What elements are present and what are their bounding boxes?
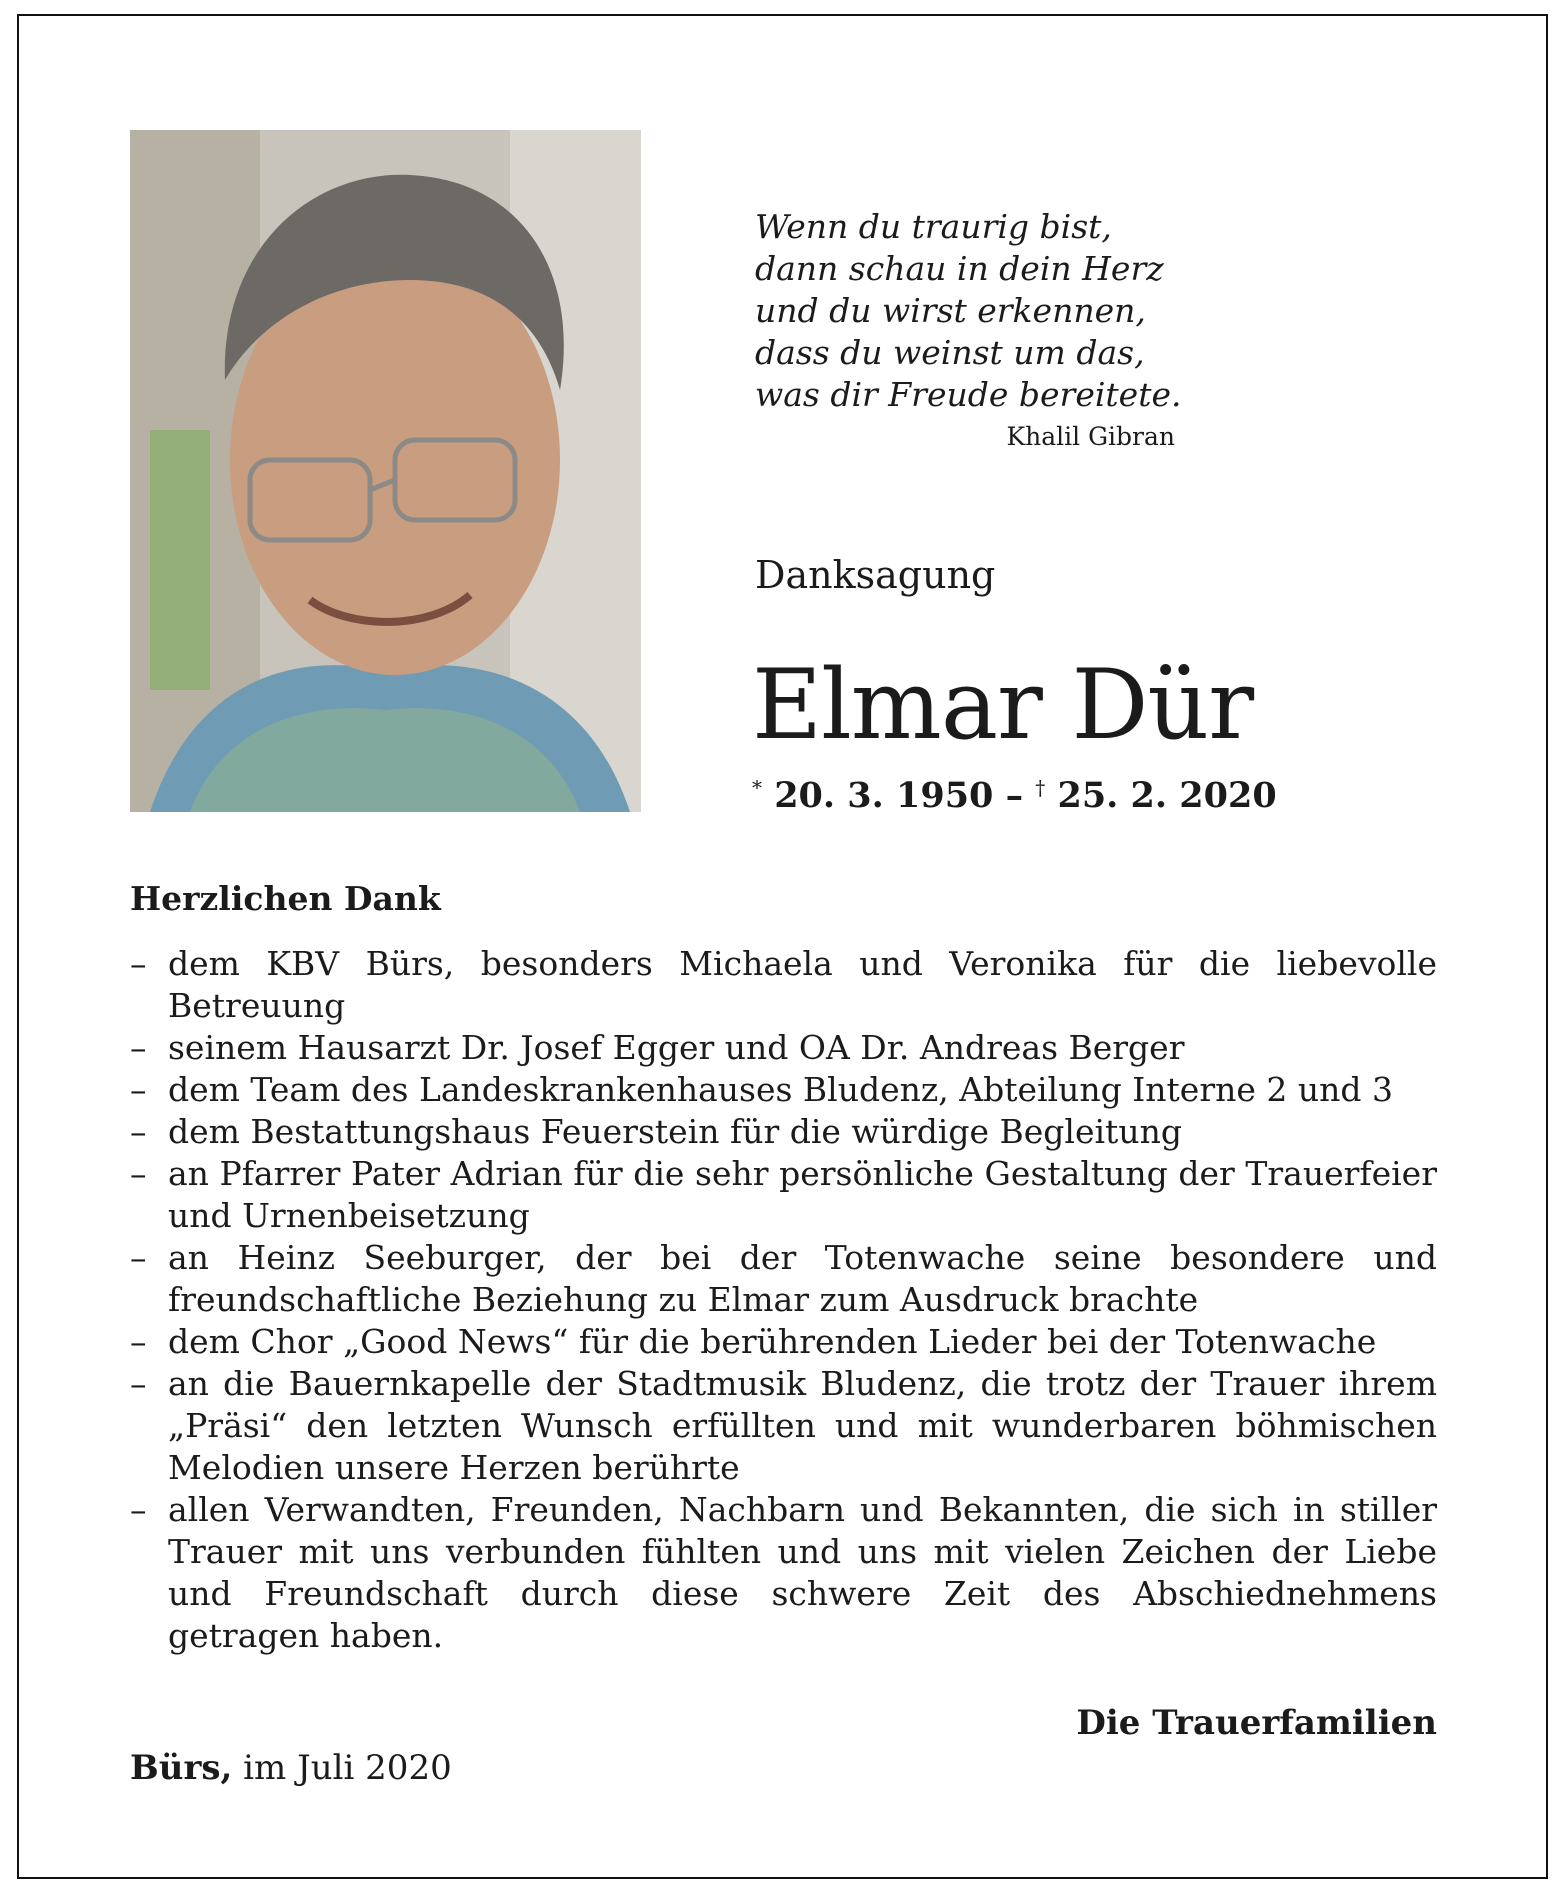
list-item-text: seinem Hausarzt Dr. Josef Egger und OA Dr. Andreas Berger: [168, 1028, 1185, 1067]
list-item: [130, 1111, 1437, 1153]
portrait-illustration: [130, 130, 641, 812]
life-dates: [752, 775, 1277, 816]
list-item-text: dem KBV Bürs, besonders Michaela und Veronika für die liebevolle Betreuung: [168, 944, 1437, 1025]
quote-line: dann schau in dein Herz: [755, 249, 1164, 288]
notice-title: Danksagung: [755, 553, 996, 597]
list-dash: –: [130, 1490, 147, 1529]
list-dash: –: [130, 1112, 147, 1151]
quote-line: dass du weinst um das,: [755, 333, 1145, 372]
poem-quote: [755, 206, 1182, 451]
list-item-text: dem Team des Landeskrankenhauses Bludenz, Abteilung Interne 2 und 3: [168, 1070, 1393, 1109]
list-item: [130, 1237, 1437, 1321]
list-item: [130, 943, 1437, 1027]
list-dash: –: [130, 1028, 147, 1067]
birth-symbol: *: [752, 775, 762, 800]
thanks-heading: Herzlichen Dank: [130, 879, 441, 918]
place-date-text: im Juli 2020: [243, 1748, 452, 1788]
quote-author: Khalil Gibran: [1006, 422, 1175, 451]
list-dash: –: [130, 1238, 147, 1277]
list-item: [130, 1489, 1437, 1657]
list-dash: –: [130, 1070, 147, 1109]
quote-line: und du wirst erkennen,: [755, 291, 1146, 330]
place-date: [130, 1748, 452, 1788]
death-symbol: †: [1035, 775, 1046, 800]
place-town: Bürs,: [130, 1748, 233, 1788]
list-dash: –: [130, 1364, 147, 1403]
portrait-photo: [130, 130, 641, 812]
list-item-text: dem Chor „Good News“ für die berührenden Lieder bei der Totenwache: [168, 1322, 1377, 1361]
list-item-text: an Heinz Seeburger, der bei der Totenwache seine besondere und freundschaftliche Beziehung zu Elmar zum Ausdruck brachte: [168, 1238, 1437, 1319]
list-item: [130, 1363, 1437, 1489]
list-dash: –: [130, 1154, 147, 1193]
family-signature: Die Trauerfamilien: [1076, 1703, 1437, 1743]
birth-date: 20. 3. 1950: [774, 775, 994, 816]
deceased-name: Elmar Dür: [752, 649, 1254, 761]
list-item: [130, 1069, 1437, 1111]
thanks-list: [130, 943, 1437, 1657]
list-item-text: dem Bestattungshaus Feuerstein für die würdige Begleitung: [168, 1112, 1182, 1151]
list-item-text: allen Verwandten, Freunden, Nachbarn und Bekannten, die sich in stiller Trauer mit uns verbunden fühlten und uns mit vielen Zeichen der Liebe und Freundschaft durch diese schwere Zeit des Abschiednehmens getragen haben.: [168, 1490, 1437, 1655]
death-date: 25. 2. 2020: [1057, 775, 1277, 816]
list-item-text: an die Bauernkapelle der Stadtmusik Bludenz, die trotz der Trauer ihrem „Präsi“ den letzten Wunsch erfüllten und mit wunderbaren böhmischen Melodien unsere Herzen berührte: [168, 1364, 1437, 1487]
list-item: [130, 1153, 1437, 1237]
date-separator: –: [1005, 775, 1024, 816]
list-item-text: an Pfarrer Pater Adrian für die sehr persönliche Gestaltung der Trauerfeier und Urnenbeisetzung: [168, 1154, 1437, 1235]
quote-line: was dir Freude bereitete.: [755, 375, 1182, 414]
list-dash: –: [130, 944, 147, 983]
list-item: [130, 1027, 1437, 1069]
list-item: [130, 1321, 1437, 1363]
list-dash: –: [130, 1322, 147, 1361]
quote-line: Wenn du traurig bist,: [755, 207, 1112, 246]
